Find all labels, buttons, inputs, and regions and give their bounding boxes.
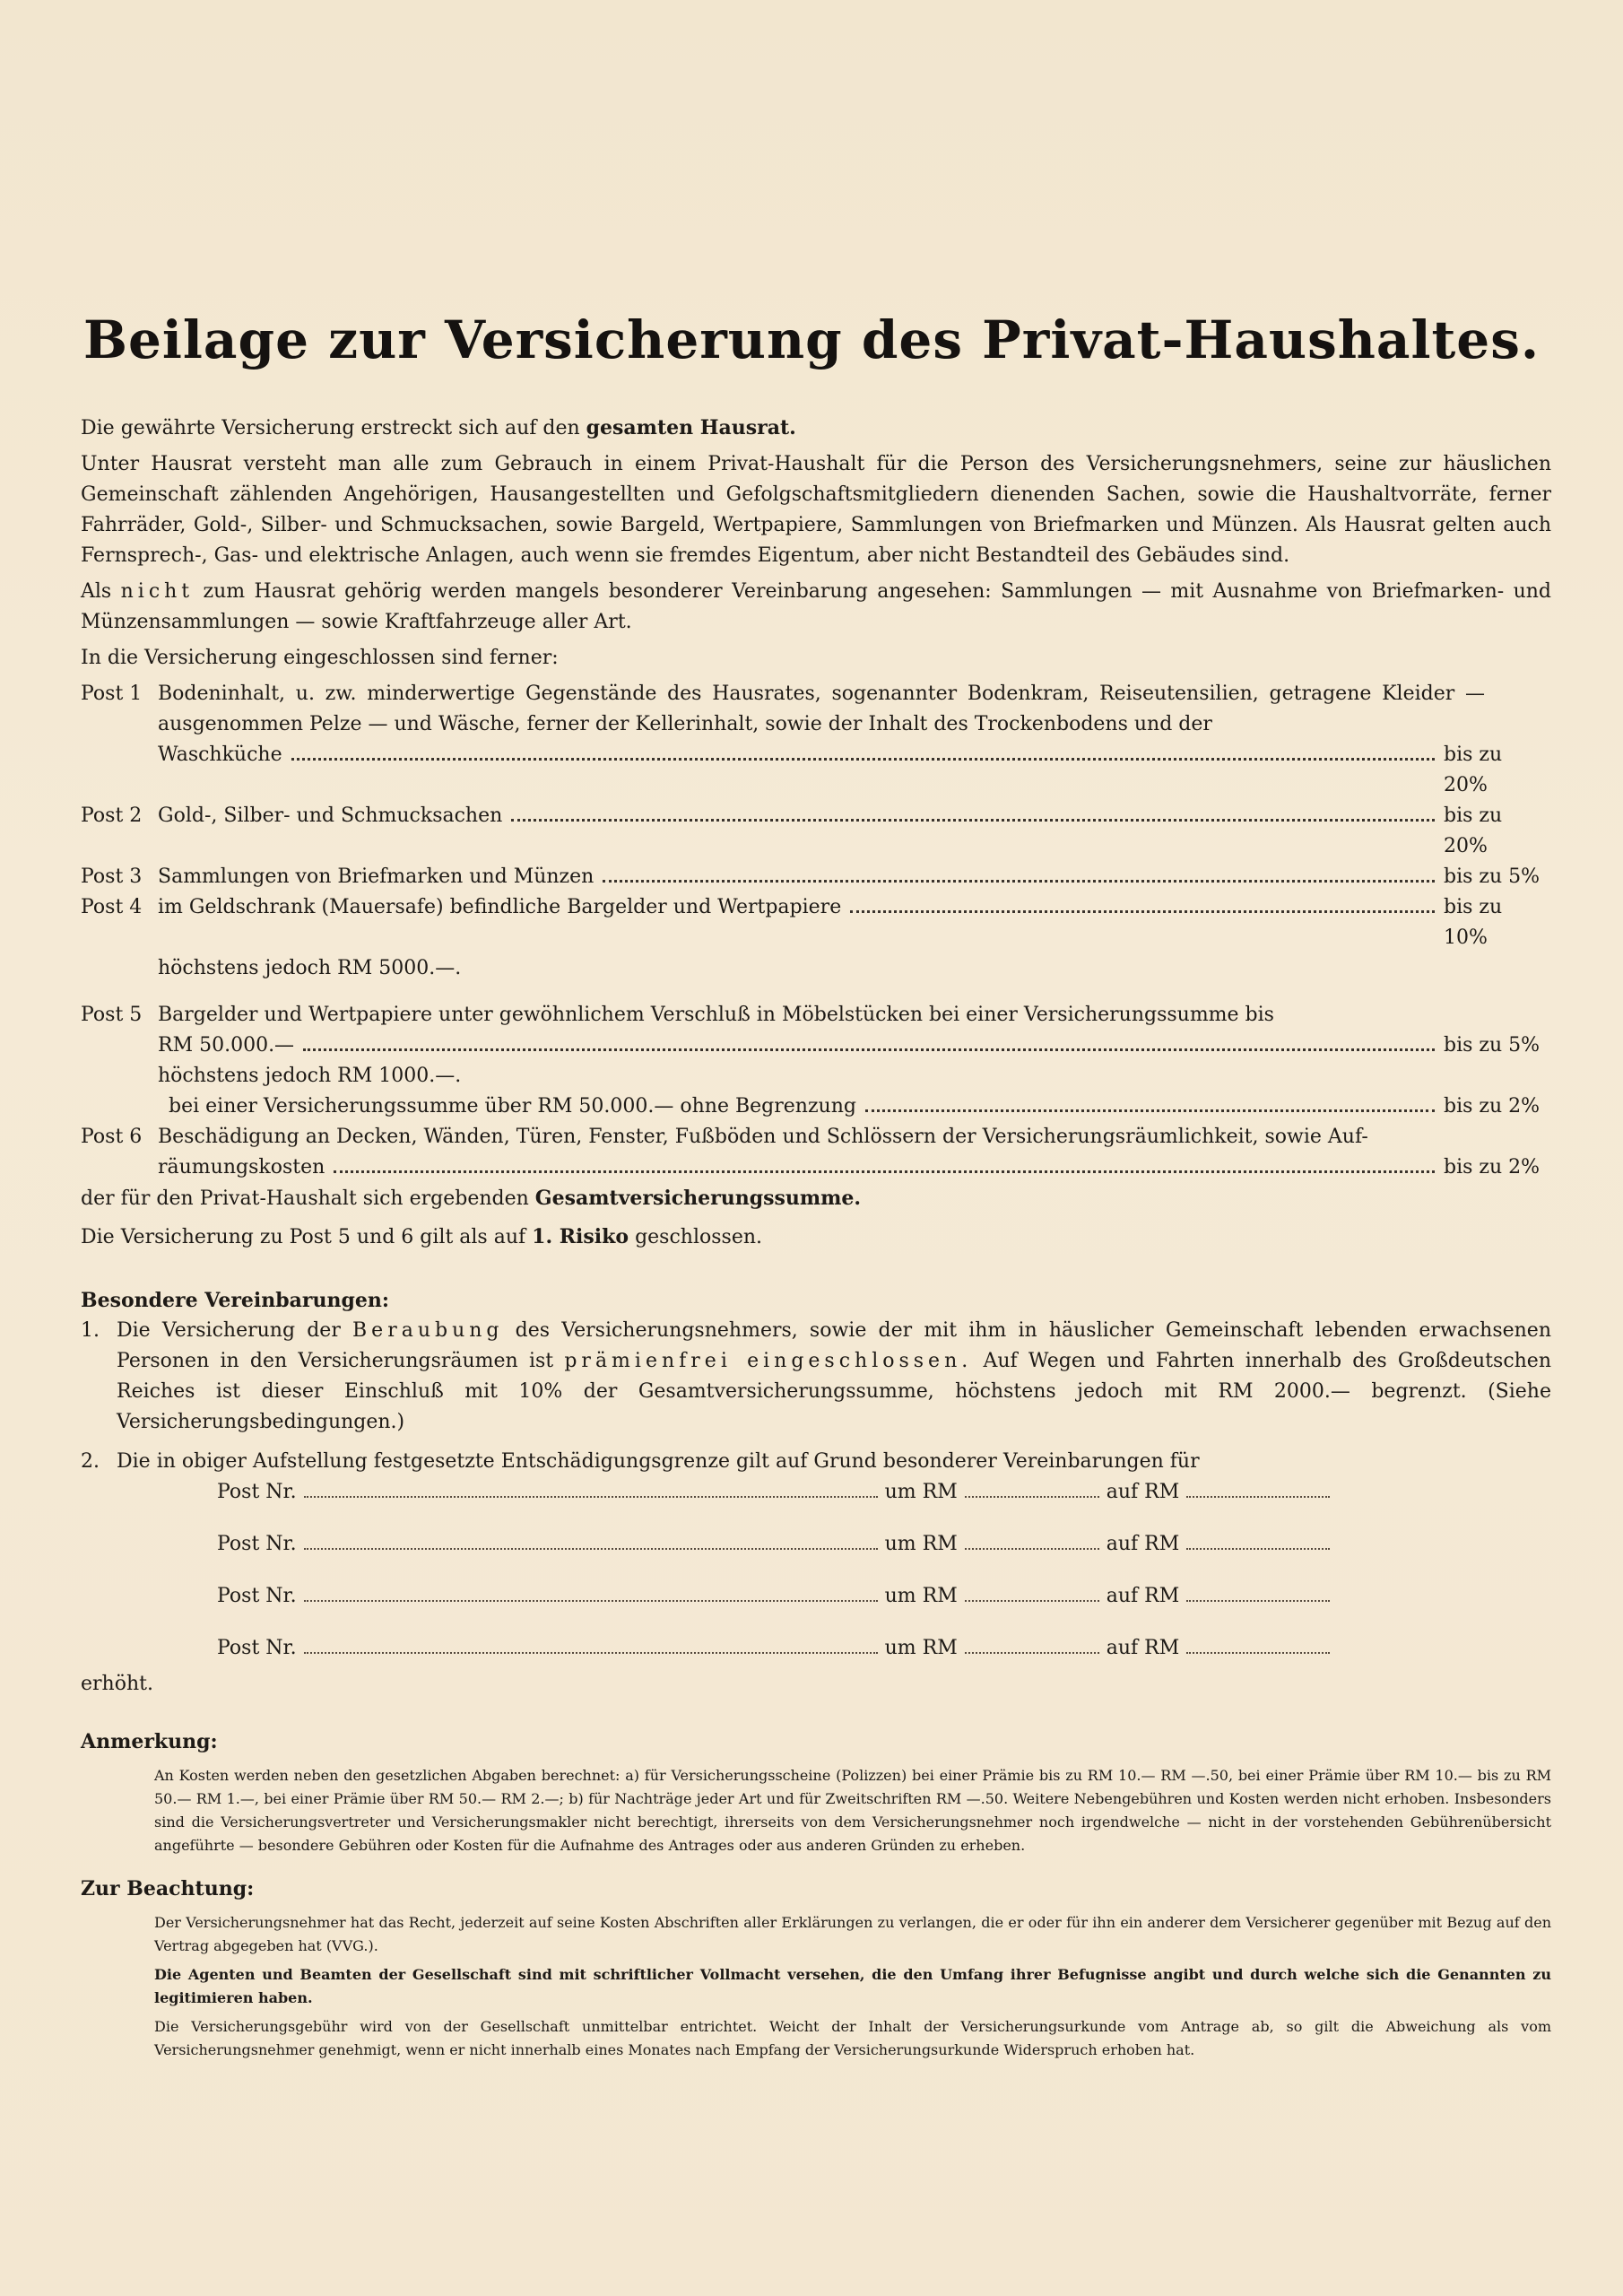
- post-1: [81, 679, 1551, 801]
- post-5-label: Post 5: [81, 1004, 143, 1026]
- intro-p2: Unter Hausrat versteht man alle zum Gebrauch in einem Privat-Haushalt für die Person des Versicherungsnehmers, seine zur häuslichen Gemeinschaft zählenden Angehörigen, Hausangestellten und Gefolgschaftsmitgliedern dienenden Sachen, sowie die Haushaltvorräte, ferner Fahrräder, Gold-, Silber- und Schmucksachen, sowie Bargeld, Wertpapiere, Sammlungen von Briefmarken und Münzen. Als Hausrat gelten auch Fernsprech-, Gas- und elektrische Anlagen, auch wenn sie fremdes Eigentum, aber nicht Bestandteil des Gebäudes sind.: [81, 453, 1551, 567]
- post-2-label: Post 2: [81, 804, 143, 827]
- post-6-label: Post 6: [81, 1126, 143, 1148]
- attention-p1: Der Versicherungsnehmer hat das Recht, jederzeit auf seine Kosten Abschriften aller Erklärungen zu verlangen, die er oder für ihn ein anderer dem Versicherer gegenüber mit Bezug auf den Vertrag abgegeben hat (VVG.).: [154, 1914, 1551, 1954]
- form-auf-label: auf RM: [1106, 1585, 1180, 1607]
- special-heading: Besondere Vereinbarungen:: [81, 1289, 389, 1312]
- intro-p1: [81, 413, 1551, 444]
- attention-p2: Die Agenten und Beamten der Gesellschaft sind mit schriftlicher Vollmacht versehen, die den Umfang ihrer Befugnisse angibt und durch welche sich die Genannten zu legitimieren haben.: [154, 1966, 1551, 2006]
- intro-p3-spaced: nicht: [120, 580, 195, 603]
- total-sum-text: der für den Privat-Haushalt sich ergebenden: [81, 1187, 535, 1210]
- total-sum-bold: Gesamtversicherungssumme.: [534, 1187, 862, 1210]
- post-5-value: bis zu 5%: [1444, 1034, 1541, 1057]
- intro-p3: [81, 577, 1551, 638]
- form-um-label: um RM: [884, 1481, 958, 1503]
- post-2-text: Gold-, Silber- und Schmucksachen: [158, 804, 503, 827]
- um-amount-field[interactable]: [965, 1496, 1099, 1498]
- intro-p3-c: zum Hausrat gehörig werden mangels besonderer Vereinbarung angesehen: Sammlungen — mit Ausnahme von Briefmarken- und Münzensammlungen — sowie Kraftfahrzeuge aller Art.: [81, 580, 1551, 633]
- total-sum-line: [81, 1183, 1551, 1214]
- form-um-label: um RM: [884, 1533, 958, 1555]
- form-um-label: um RM: [884, 1637, 958, 1659]
- document-body: [81, 413, 1551, 2067]
- post-number-field[interactable]: [304, 1600, 878, 1602]
- post-6: [81, 1122, 1551, 1183]
- auf-amount-field[interactable]: [1186, 1600, 1330, 1602]
- risk-c: geschlossen.: [629, 1226, 762, 1248]
- intro-p1-text: Die gewährte Versicherung erstreckt sich auf den: [81, 417, 586, 439]
- special-1-a: Die Versicherung der: [117, 1319, 353, 1342]
- post-6-last: räumungskosten: [158, 1156, 325, 1178]
- special-item-1-number: 1.: [81, 1319, 100, 1342]
- post-2-value: bis zu 20%: [1444, 804, 1503, 857]
- special-item-2-number: 2.: [81, 1450, 100, 1473]
- note-block: [154, 1764, 1551, 1857]
- form-row-2: [217, 1529, 1410, 1581]
- form-row-3: [217, 1581, 1410, 1633]
- form-auf-label: auf RM: [1106, 1533, 1180, 1555]
- form-post-label: Post Nr.: [217, 1533, 297, 1555]
- post-6-value: bis zu 2%: [1444, 1156, 1541, 1178]
- post-4-sub: höchstens jedoch RM 5000.—.: [158, 957, 462, 979]
- post-5-line4: bei einer Versicherungssumme über RM 50.000.— ohne Begrenzung: [169, 1095, 856, 1118]
- post-1-last: Waschküche: [158, 744, 282, 766]
- special-item-2: [81, 1447, 1551, 1477]
- page-title: Beilage zur Versicherung des Privat-Haushaltes.: [82, 309, 1541, 370]
- special-item-2-text: Die in obiger Aufstellung festgesetzte Entschädigungsgrenze gilt auf Grund besonderer Vereinbarungen für: [117, 1450, 1200, 1473]
- risk-line: [81, 1222, 1551, 1253]
- post-4-text: im Geldschrank (Mauersafe) befindliche Bargelder und Wertpapiere: [158, 896, 842, 918]
- post-1-value: bis zu 20%: [1444, 744, 1503, 796]
- attention-heading: Zur Beachtung:: [81, 1877, 255, 1900]
- post-5-line2: RM 50.000.—: [158, 1034, 295, 1057]
- post-3-label: Post 3: [81, 865, 143, 888]
- risk-a: Die Versicherung zu Post 5 und 6 gilt als auf: [81, 1226, 533, 1248]
- post-number-field[interactable]: [304, 1652, 878, 1654]
- post-5-value2: bis zu 2%: [1444, 1095, 1541, 1118]
- special-1-c: des Versicherungsnehmers, sowie der mit ihm in häuslicher Gemeinschaft lebenden erwachsenen Personen in den Versicherungsräumen ist: [117, 1319, 1551, 1372]
- post-6-text: Beschädigung an Decken, Wänden, Türen, Fenster, Fußböden und Schlössern der Versicherungsräumlichkeit, sowie Auf-: [158, 1126, 1368, 1148]
- post-5-text: Bargelder und Wertpapiere unter gewöhnlichem Verschluß in Möbelstücken bei einer Versicherungssumme bis: [158, 1004, 1274, 1026]
- special-1-e: Auf Wegen und Fahrten innerhalb des Großdeutschen Reiches ist dieser Einschluß mit 10% der Gesamtversicherungssumme, höchstens jedoch mit RM 2000.— begrenzt. (Siehe Versicherungsbedingungen.): [117, 1350, 1551, 1433]
- risk-bold: 1. Risiko: [532, 1225, 629, 1248]
- intro-p3-a: Als: [81, 580, 121, 603]
- post-4: [81, 892, 1551, 984]
- auf-amount-field[interactable]: [1186, 1652, 1330, 1654]
- form-row-1: [217, 1477, 1410, 1529]
- post-1-text: Bodeninhalt, u. zw. minderwertige Gegenstände des Hausrates, sogenannter Bodenkram, Reiseutensilien, getragene Kleider — ausgenommen Pelze — und Wäsche, ferner der Kellerinhalt, sowie der Inhalt des Trockenbodens und der: [158, 683, 1485, 735]
- auf-amount-field[interactable]: [1186, 1496, 1330, 1498]
- form-auf-label: auf RM: [1106, 1637, 1180, 1659]
- intro-p4: In die Versicherung eingeschlossen sind ferner:: [81, 647, 559, 669]
- form-um-label: um RM: [884, 1585, 958, 1607]
- special-1-spaced2: prämienfrei eingeschlossen.: [564, 1350, 973, 1372]
- note-text: An Kosten werden neben den gesetzlichen Abgaben berechnet: a) für Versicherungsscheine (Polizzen) bei einer Prämie bis zu RM 10.— RM —.50, bei einer Prämie über RM 10.— bis zu RM 50.— RM 1.—, bei einer Prämie über RM 50.— RM 2.—; b) für Nachträge jeder Art und für Zweitschriften RM —.50. Weitere Nebengebühren und Kosten werden nicht erhoben. Insbesonders sind die Versicherungsvertreter und Versicherungsmakler nicht berechtigt, ihrerseits von dem Versicherungsnehmer noch irgendwelche — nicht in der vorstehenden Gebührenübersicht angeführte — besondere Gebühren oder Kosten für die Aufnahme des Antrages oder aus anderen Gründen zu erheben.: [154, 1767, 1551, 1854]
- auf-amount-field[interactable]: [1186, 1548, 1330, 1550]
- form-post-label: Post Nr.: [217, 1637, 297, 1659]
- post-5-sub: höchstens jedoch RM 1000.—.: [158, 1065, 462, 1087]
- um-amount-field[interactable]: [965, 1652, 1099, 1654]
- form-post-label: Post Nr.: [217, 1585, 297, 1607]
- raised-label: erhöht.: [81, 1673, 153, 1695]
- post-3-text: Sammlungen von Briefmarken und Münzen: [158, 865, 595, 888]
- post-number-field[interactable]: [304, 1548, 878, 1550]
- note-heading: Anmerkung:: [81, 1730, 218, 1753]
- um-amount-field[interactable]: [965, 1600, 1099, 1602]
- attention-p3: Die Versicherungsgebühr wird von der Gesellschaft unmittelbar entrichtet. Weicht der Inhalt der Versicherungsurkunde vom Antrage ab, so gilt die Abweichung als vom Versicherungsnehmer genehmigt, wenn er nicht innerhalb eines Monates nach Empfang der Versicherungsurkunde Widerspruch erhoben hat.: [154, 2018, 1551, 2058]
- post-4-label: Post 4: [81, 896, 143, 918]
- um-amount-field[interactable]: [965, 1548, 1099, 1550]
- post-4-value: bis zu 10%: [1444, 896, 1503, 949]
- post-3: [81, 862, 1551, 892]
- attention-block: [154, 1911, 1551, 2062]
- intro-p1-bold: gesamten Hausrat.: [586, 416, 796, 439]
- post-3-value: bis zu 5%: [1444, 865, 1541, 888]
- form-post-label: Post Nr.: [217, 1481, 297, 1503]
- post-2: [81, 801, 1551, 862]
- post-1-label: Post 1: [81, 683, 143, 705]
- post-number-field[interactable]: [304, 1496, 878, 1498]
- special-1-spaced: Beraubung: [352, 1319, 504, 1342]
- post-5: [81, 1000, 1551, 1122]
- form-auf-label: auf RM: [1106, 1481, 1180, 1503]
- special-item-1: [81, 1316, 1551, 1438]
